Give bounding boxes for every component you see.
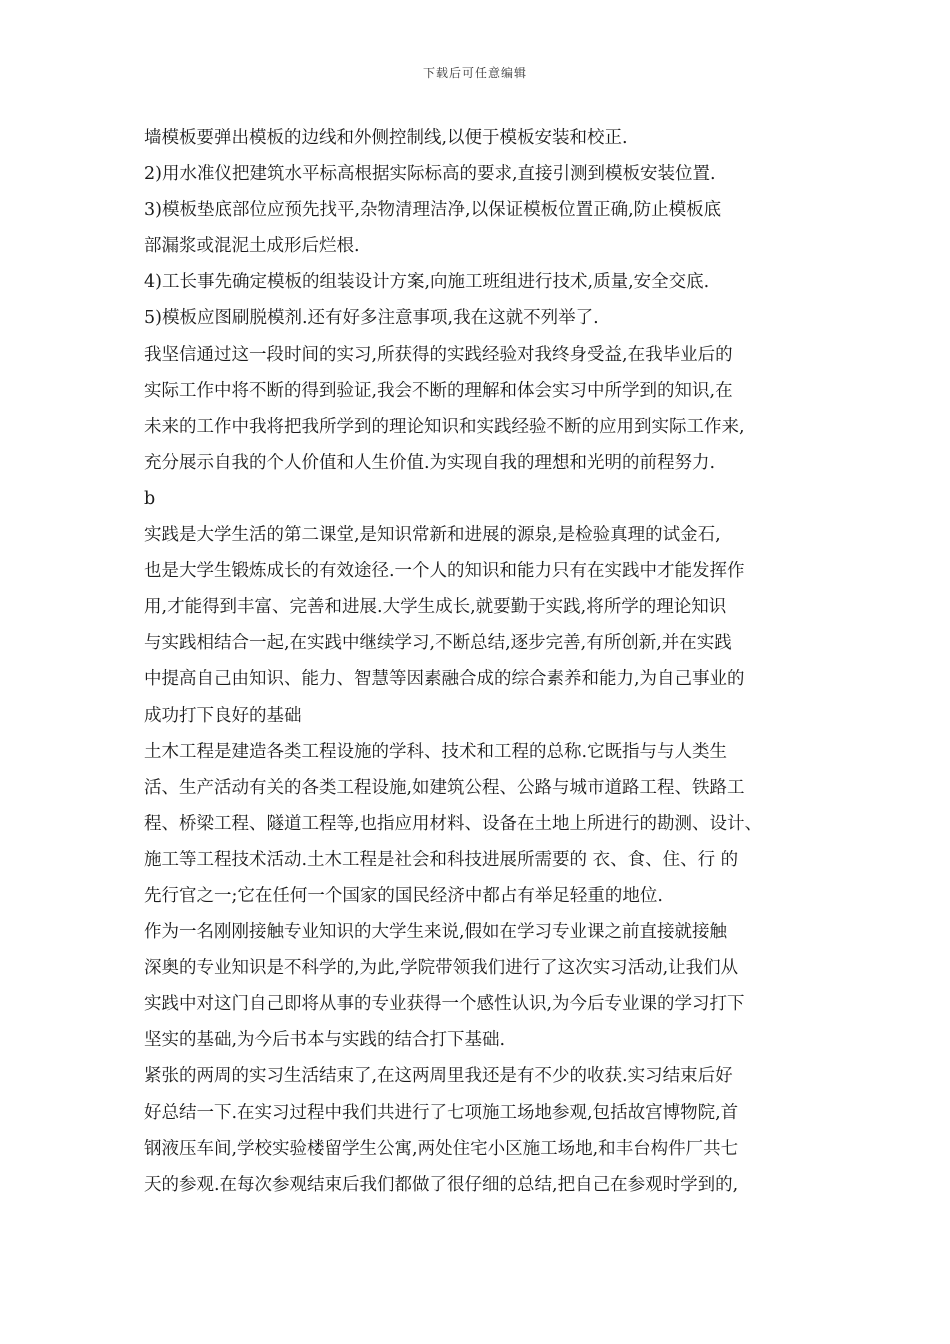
text-line: 坚实的基础,为今后书本与实践的结合打下基础. — [144, 1030, 506, 1051]
page-header: 下载后可任意编辑 — [422, 66, 527, 80]
text-line: 作为一名刚刚接触专业知识的大学生来说,假如在学习专业课之前直接就接触 — [144, 922, 728, 943]
document-body — [144, 120, 824, 1203]
text-line: 活、生产活动有关的各类工程设施,如建筑公程、公路与城市道路工程、铁路工 — [144, 777, 745, 798]
text-line: 紧张的两周的实习生活结束了,在这两周里我还是有不少的收获.实习结束后好 — [144, 1066, 733, 1087]
text-line: 土木工程是建造各类工程设施的学科、技术和工程的总称.它既指与与人类生 — [144, 741, 728, 762]
text-line: 实际工作中将不断的得到验证,我会不断的理解和体会实习中所学到的知识,在 — [144, 380, 733, 401]
text-line: 好总结一下.在实习过程中我们共进行了七项施工场地参观,包括故宫博物院,首 — [144, 1102, 739, 1123]
text-line: 中提高自己由知识、能力、智慧等因素融合成的综合素养和能力,为自己事业的 — [144, 669, 745, 690]
text-line: 部漏浆或混泥土成形后烂根. — [144, 236, 360, 257]
text-line: 我坚信通过这一段时间的实习,所获得的实践经验对我终身受益,在我毕业后的 — [144, 344, 733, 365]
text-line: b — [144, 488, 156, 509]
text-line: 天的参观.在每次参观结束后我们都做了很仔细的总结,把自己在参观时学到的, — [144, 1174, 739, 1195]
text-line: 程、桥梁工程、隧道工程等,也指应用材料、设备在土地上所进行的勘测、设计、 — [144, 813, 763, 834]
text-line: 钢液压车间,学校实验楼留学生公寓,两处住宅小区施工场地,和丰台构件厂共七 — [144, 1138, 739, 1159]
text-line: 用,才能得到丰富、完善和进展.大学生成长,就要勤于实践,将所学的理论知识 — [144, 597, 727, 618]
text-line: 实践是大学生活的第二课堂,是知识常新和进展的源泉,是检验真理的试金石, — [144, 525, 721, 546]
text-line: 施工等工程技术活动.土木工程是社会和科技进展所需要的 衣、食、住、行 的 — [144, 849, 739, 870]
text-line: 墙模板要弹出模板的边线和外侧控制线,以便于模板安装和校正. — [144, 128, 628, 148]
text-line: 成功打下良好的基础 — [144, 705, 302, 726]
text-line: 2)用水准仪把建筑水平标高根据实际标高的要求,直接引测到模板安装位置. — [144, 164, 716, 185]
text-line: 未来的工作中我将把我所学到的理论知识和实践经验不断的应用到实际工作来, — [144, 416, 745, 437]
text-line: 也是大学生锻炼成长的有效途径.一个人的知识和能力只有在实践中才能发挥作 — [144, 561, 745, 582]
text-line: 先行官之一;它在任何一个国家的国民经济中都占有举足轻重的地位. — [144, 885, 663, 906]
text-line: 5)模板应图刷脱模剂.还有好多注意事项,我在这就不列举了. — [144, 308, 599, 329]
text-line: 3)模板垫底部位应预先找平,杂物清理洁净,以保证模板位置正确,防止模板底 — [144, 200, 722, 221]
text-line: 4)工长事先确定模板的组装设计方案,向施工班组进行技术,质量,安全交底. — [144, 272, 710, 293]
text-line: 深奥的专业知识是不科学的,为此,学院带领我们进行了这次实习活动,让我们从 — [144, 958, 739, 979]
text-line: 实践中对这门自己即将从事的专业获得一个感性认识,为今后专业课的学习打下 — [144, 994, 745, 1015]
text-line: 充分展示自我的个人价值和人生价值.为实现自我的理想和光明的前程努力. — [144, 452, 716, 473]
text-line: 与实践相结合一起,在实践中继续学习,不断总结,逐步完善,有所创新,并在实践 — [144, 633, 732, 654]
